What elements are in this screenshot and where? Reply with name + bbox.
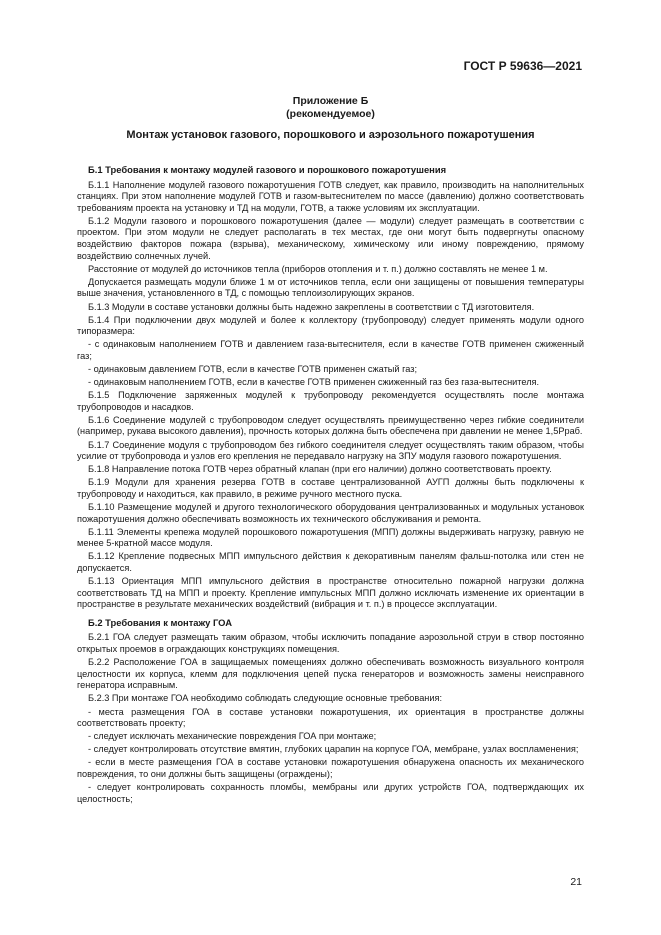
paragraph: Б.1.7 Соединение модуля с трубопроводом без гибкого соединителя следует осуществлять таким образом, чтобы усилие от трубопровода и узлов его крепления не передавало нагрузку на ЗПУ модуля газового пожаротушения. [77,439,584,462]
section-heading: Б.2 Требования к монтажу ГОА [88,616,233,628]
list-item: - с одинаковым наполнением ГОТВ и давлением газа-вытеснителя, если в качестве ГОТВ применен сжиженный газ; [77,339,584,361]
standard-header: ГОСТ Р 59636—2021 [463,59,582,73]
paragraph: Б.1.4 При подключении двух модулей и более к коллектору (трубопроводу) следует применять модули одного типоразмера: [77,314,584,337]
document-body [77,160,584,807]
paragraph: Б.1.2 Модули газового и порошкового пожаротушения (далее — модули) следует размещать в соответствии с проектом. При этом модули не следует располагать в тех местах, где они могут быть подвергнуты опасному воздействию факторов пожара (взрыва), механическому, химическому или иному повреждению, прямому воздействию солнечных лучей. [77,215,584,261]
appendix-title: Монтаж установок газового, порошкового и аэрозольного пожаротушения [126,129,535,141]
list-item: - следует исключать механические повреждения ГОА при монтаже; [88,731,377,742]
paragraph: Б.2.2 Расположение ГОА в защищаемых помещениях должно обеспечивать возможность визуального контроля целостности их корпуса, клемм для подключения цепей пуска генераторов и возможность замены неисправного генератора исправным. [77,657,584,691]
paragraph: Б.1.3 Модули в составе установки должны быть надежно закреплены в соответствии с ТД изготовителя. [88,301,535,312]
section-2-paragraphs [77,632,584,805]
list-item: - одинаковым наполнением ГОТВ, если в качестве ГОТВ применен сжиженный газ без газа-вытеснителя. [88,377,540,388]
appendix-status: (рекомендуемое) [286,108,375,120]
paragraph: Допускается размещать модули ближе 1 м от источников тепла, если они защищены от повышения температуры выше значения, установленного в ТД, с помощью теплоизолирующих экранов. [77,276,584,299]
paragraph: Б.2.1 ГОА следует размещать таким образом, чтобы исключить попадание аэрозольной струи в створ постоянно открытых проемов в ограждающих конструкциях помещения. [77,632,584,655]
section-1-paragraphs [77,180,584,611]
list-item: - одинаковым давлением ГОТВ, если в качестве ГОТВ применен сжатый газ; [88,364,417,374]
paragraph: Б.1.13 Ориентация МПП импульсного действия в пространстве относительно пожарной нагрузки должна соответствовать ТД на МПП и проекту. Крепление импульсных МПП должно исключать изменение их ориентации в пространстве в результате механических воздействий (вибрация и т. п.) в процессе эксплуатации. [77,576,584,610]
paragraph: Б.1.6 Соединение модулей с трубопроводом следует осуществлять преимущественно через гибкие соединители (например, рукава высокого давления), прочность которых должна быть обеспечена при давлении не менее 1,5Pраб. [77,414,584,437]
paragraph: Б.1.11 Элементы крепежа модулей порошкового пожаротушения (МПП) должны выдерживать нагрузку, равную не менее 5-кратной массе модуля. [77,526,584,549]
appendix-label: Приложение Б [292,95,369,107]
page-number: 21 [570,876,582,888]
list-item: - если в месте размещения ГОА в составе установки пожаротушения обнаружена опасность их механического повреждения, то они должны быть защищены (ограждены); [77,757,584,779]
section-heading: Б.1 Требования к монтажу модулей газового и порошкового пожаротушения [88,164,447,175]
list-item: - места размещения ГОА в составе установки пожаротушения, их ориентация в пространстве должны соответствовать проекту; [77,706,584,729]
paragraph: Б.2.3 При монтаже ГОА необходимо соблюдать следующие основные требования: [88,693,443,704]
paragraph: Расстояние от модулей до источников тепла (приборов отопления и т. п.) должно составлять не менее 1 м. [88,263,548,274]
paragraph: Б.1.8 Направление потока ГОТВ через обратный клапан (при его наличии) должно соответствовать проекту. [88,464,552,475]
list-item: - следует контролировать сохранность пломбы, мембраны или других устройств ГОА, подтверждающих их целостность; [77,782,584,804]
paragraph: Б.1.5 Подключение заряженных модулей к трубопроводу рекомендуется осуществлять после монтажа трубопроводов и насадков. [77,390,584,412]
paragraph: Б.1.9 Модули для хранения резерва ГОТВ в составе централизованной АУГП должны быть подключены к трубопроводу и находиться, как правило, в режиме ручного местного пуска. [77,477,584,499]
paragraph: Б.1.10 Размещение модулей и другого технологического оборудования централизованных и модульных установок пожаротушения должно обеспечивать возможность их технического обслуживания и ремонта. [77,502,584,524]
list-item: - следует контролировать отсутствие вмятин, глубоких царапин на корпусе ГОА, мембране, узлах воспламенения; [88,744,579,755]
paragraph: Б.1.12 Крепление подвесных МПП импульсного действия к декоративным панелям фальш-потолка или стен не допускается. [77,551,584,573]
appendix-block [0,95,661,121]
paragraph: Б.1.1 Наполнение модулей газового пожаротушения ГОТВ следует, как правило, производить на наполнительных станциях. При этом наполнение модулей ГОТВ и газом-вытеснителем по массе (давлению) должно соответствовать требованиям проекта на установку и ТД на модули, ГОТВ, а также условиям их эксплуатации. [77,179,584,213]
